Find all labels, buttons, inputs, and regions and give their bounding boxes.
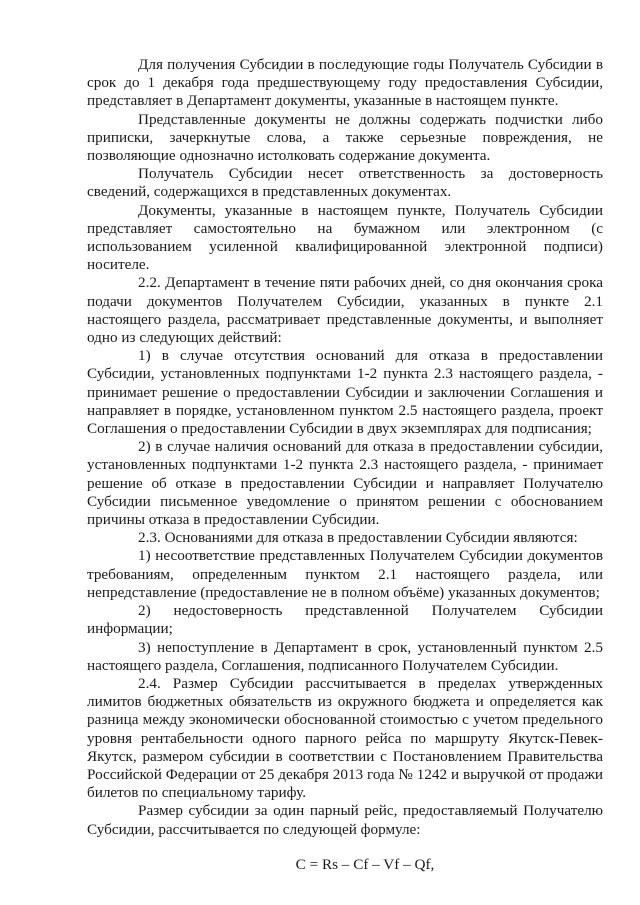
paragraph-clause-2-2-item-2: 2) в случае наличия оснований для отказа в предоставлении субсидии, установленных подпунктами 1-2 пункта 2.3 настоящего раздела, - принимает решение об отказе в предоставлении Субсидии и направляет Получателю Субсидии письменное уведомление о принятом решении с обоснованием причины отказа в предоставлении Субсидии. [87,438,603,529]
paragraph-clause-2-4: 2.4. Размер Субсидии рассчитывается в пределах утвержденных лимитов бюджетных обязательств из окружного бюджета и определяется как разница между экономически обоснованной стоимостью с учетом предельного уровня рентабельности одного парного рейса по маршруту Якутск-Певек-Якутск, размером субсидии в соответствии с Постановлением Правительства Российской Федерации от 25 декабря 2013 года № 1242 и выручкой от продажи билетов по специальному тарифу. [87,674,603,802]
paragraph-no-corrections: Представленные документы не должны содержать подчистки либо приписки, зачеркнутые слова, а также серьезные повреждения, не позволяющие однозначно истолковать содержание документа. [87,110,603,165]
paragraph-submission-format: Документы, указанные в настоящем пункте, Получатель Субсидии представляет самостоятельно на бумажном или электронном (с использованием усиленной квалифицированной электронной подписи) носителе. [87,201,603,274]
paragraph-responsibility: Получатель Субсидии несет ответственность за достоверность сведений, содержащихся в представленных документах. [87,165,603,201]
paragraph-clause-2-3: 2.3. Основаниями для отказа в предоставлении Субсидии являются: [138,529,578,547]
document-page [87,56,603,874]
subsidy-formula: C = Rs – Cf – Vf – Qf, [295,855,435,873]
paragraph-clause-2-3-item-3: 3) непоступление в Департамент в срок, установленный пунктом 2.5 настоящего раздела, Соглашения, подписанного Получателем Субсидии. [87,638,603,674]
paragraph-formula-intro: Размер субсидии за один парный рейс, предоставляемый Получателю Субсидии, рассчитывается по следующей формуле: [87,802,603,838]
paragraph-submission-deadline: Для получения Субсидии в последующие годы Получатель Субсидии в срок до 1 декабря года предшествующему году предоставления Субсидии, представляет в Департамент документы, указанные в настоящем пункте. [87,56,603,110]
paragraph-clause-2-2: 2.2. Департамент в течение пяти рабочих дней, со дня окончания срока подачи документов Получателем Субсидии, указанных в пункте 2.1 настоящего раздела, рассматривает представленные документы, и выполняет одно из следующих действий: [87,274,603,347]
paragraph-clause-2-3-item-2: 2) недостоверность представленной Получателем Субсидии информации; [87,602,603,638]
paragraph-clause-2-3-item-1: 1) несоответствие представленных Получателем Субсидии документов требованиям, определенным пунктом 2.1 настоящего раздела, или непредставление (предоставление не в полном объёме) указанных документов; [87,547,603,601]
paragraph-clause-2-2-item-1: 1) в случае отсутствия оснований для отказа в предоставлении Субсидии, установленных подпунктами 1-2 пункта 2.3 настоящего раздела, - принимает решение о предоставлении Субсидии и заключении Соглашения и направляет в порядке, установленном пунктом 2.5 настоящего раздела, проект Соглашения о предоставлении Субсидии в двух экземплярах для подписания; [87,347,603,438]
